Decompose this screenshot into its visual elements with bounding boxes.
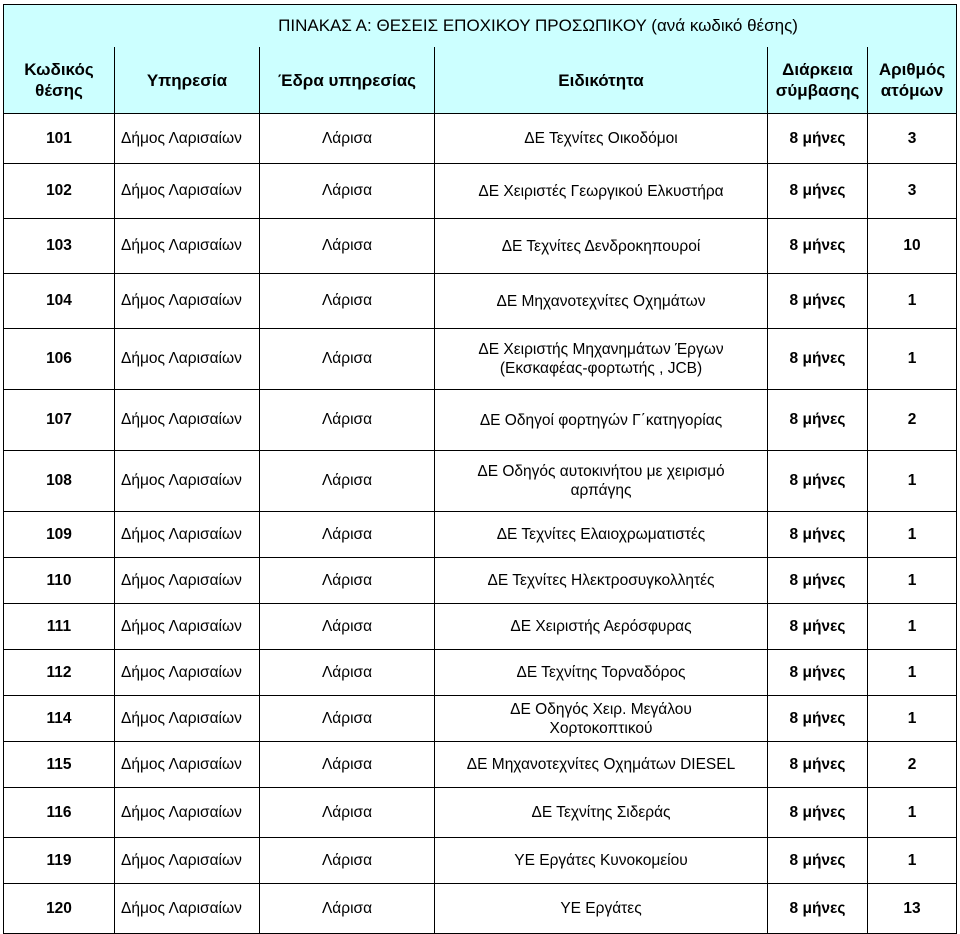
specialty-line: ΔΕ Χειριστές Γεωργικού Ελκυστήρα — [478, 182, 724, 200]
specialty-line: ΥΕ Εργάτες Κυνοκομείου — [514, 852, 688, 869]
table-row — [4, 650, 957, 696]
service-name: Δήμος Λαρισαίων — [115, 512, 260, 558]
service-name: Δήμος Λαρισαίων — [115, 164, 260, 219]
person-count: 1 — [868, 696, 957, 742]
table-row — [4, 742, 957, 788]
contract-duration: 8 μήνες — [768, 788, 868, 838]
person-count: 1 — [868, 558, 957, 604]
service-seat: Λάρισα — [260, 451, 435, 512]
service-seat: Λάρισα — [260, 512, 435, 558]
contract-duration: 8 μήνες — [768, 451, 868, 512]
contract-duration: 8 μήνες — [768, 838, 868, 884]
position-code: 116 — [4, 788, 115, 838]
contract-duration: 8 μήνες — [768, 742, 868, 788]
service-name: Δήμος Λαρισαίων — [115, 742, 260, 788]
specialty-line: ΔΕ Οδηγός Χειρ. Μεγάλου — [510, 700, 692, 718]
table-row — [4, 696, 957, 742]
position-code: 104 — [4, 274, 115, 329]
table-row — [4, 219, 957, 274]
person-count: 3 — [868, 164, 957, 219]
specialty — [435, 451, 768, 512]
table-row — [4, 451, 957, 512]
contract-duration: 8 μήνες — [768, 114, 868, 164]
contract-duration: 8 μήνες — [768, 696, 868, 742]
service-name: Δήμος Λαρισαίων — [115, 650, 260, 696]
specialty — [435, 788, 768, 838]
specialty-line: (Εκσκαφέας-φορτωτής , JCB) — [499, 360, 703, 377]
service-seat: Λάρισα — [260, 742, 435, 788]
table-row — [4, 838, 957, 884]
position-code: 115 — [4, 742, 115, 788]
person-count: 1 — [868, 788, 957, 838]
header-code: Κωδικός θέσης — [4, 47, 115, 114]
table-row — [4, 604, 957, 650]
contract-duration: 8 μήνες — [768, 604, 868, 650]
contract-duration: 8 μήνες — [768, 390, 868, 451]
positions-table — [3, 4, 957, 934]
service-name: Δήμος Λαρισαίων — [115, 274, 260, 329]
person-count: 1 — [868, 650, 957, 696]
person-count: 1 — [868, 451, 957, 512]
service-name: Δήμος Λαρισαίων — [115, 838, 260, 884]
specialty — [435, 650, 768, 696]
service-name: Δήμος Λαρισαίων — [115, 558, 260, 604]
contract-duration: 8 μήνες — [768, 219, 868, 274]
position-code: 110 — [4, 558, 115, 604]
specialty-line: ΔΕ Τεχνίτες Ελαιοχρωματιστές — [496, 526, 706, 543]
service-seat: Λάρισα — [260, 329, 435, 390]
specialty-line: ΔΕ Μηχανοτεχνίτες Οχημάτων — [496, 292, 706, 310]
position-code: 112 — [4, 650, 115, 696]
person-count: 1 — [868, 512, 957, 558]
service-seat: Λάρισα — [260, 114, 435, 164]
table-title: ΠΙΝΑΚΑΣ Α: ΘΕΣΕΙΣ ΕΠΟΧΙΚΟΥ ΠΡΟΣΩΠΙΚΟΥ (ανά κωδικό θέσης) — [4, 5, 957, 48]
specialty-line: ΔΕ Τεχνίτες Ηλεκτροσυγκολλητές — [487, 572, 715, 589]
service-seat: Λάρισα — [260, 219, 435, 274]
specialty — [435, 838, 768, 884]
specialty-line: ΔΕ Μηχανοτεχνίτες Οχημάτων DIESEL — [466, 756, 736, 773]
person-count: 13 — [868, 884, 957, 934]
table-row — [4, 114, 957, 164]
header-seat: Έδρα υπηρεσίας — [260, 47, 435, 114]
contract-duration: 8 μήνες — [768, 558, 868, 604]
specialty — [435, 742, 768, 788]
specialty — [435, 558, 768, 604]
position-code: 107 — [4, 390, 115, 451]
service-seat: Λάρισα — [260, 604, 435, 650]
service-name: Δήμος Λαρισαίων — [115, 390, 260, 451]
contract-duration: 8 μήνες — [768, 274, 868, 329]
contract-duration: 8 μήνες — [768, 329, 868, 390]
specialty-line: ΥΕ Εργάτες — [560, 900, 642, 917]
specialty — [435, 884, 768, 934]
specialty-line: ΔΕ Χειριστής Αερόσφυρας — [510, 618, 692, 635]
specialty-line: Χορτοκοπτικού — [549, 719, 653, 737]
specialty — [435, 696, 768, 742]
table-row — [4, 512, 957, 558]
person-count: 2 — [868, 390, 957, 451]
position-code: 114 — [4, 696, 115, 742]
service-name: Δήμος Λαρισαίων — [115, 329, 260, 390]
service-name: Δήμος Λαρισαίων — [115, 696, 260, 742]
specialty-line: ΔΕ Τεχνίτης Σιδεράς — [531, 804, 671, 821]
position-code: 101 — [4, 114, 115, 164]
specialty — [435, 274, 768, 329]
position-code: 109 — [4, 512, 115, 558]
person-count: 2 — [868, 742, 957, 788]
service-name: Δήμος Λαρισαίων — [115, 219, 260, 274]
position-code: 111 — [4, 604, 115, 650]
service-name: Δήμος Λαρισαίων — [115, 114, 260, 164]
table-row — [4, 329, 957, 390]
position-code: 108 — [4, 451, 115, 512]
specialty-line: ΔΕ Τεχνίτης Τορναδόρος — [516, 664, 686, 681]
specialty-line: ΔΕ Οδηγός αυτοκινήτου με χειρισμό — [477, 463, 725, 480]
service-name: Δήμος Λαρισαίων — [115, 788, 260, 838]
person-count: 10 — [868, 219, 957, 274]
service-name: Δήμος Λαρισαίων — [115, 451, 260, 512]
person-count: 1 — [868, 604, 957, 650]
table-row — [4, 884, 957, 934]
person-count: 1 — [868, 329, 957, 390]
specialty-line: ΔΕ Τεχνίτες Οικοδόμοι — [524, 130, 678, 147]
service-seat: Λάρισα — [260, 390, 435, 451]
header-count: Αριθμός ατόμων — [868, 47, 957, 114]
service-seat: Λάρισα — [260, 788, 435, 838]
table-row — [4, 390, 957, 451]
service-name: Δήμος Λαρισαίων — [115, 884, 260, 934]
specialty-line: ΔΕ Οδηγοί φορτηγών Γ΄κατηγορίας — [479, 411, 723, 429]
specialty-line: ΔΕ Τεχνίτες Δενδροκηπουροί — [501, 237, 701, 255]
service-seat: Λάρισα — [260, 838, 435, 884]
person-count: 3 — [868, 114, 957, 164]
specialty — [435, 219, 768, 274]
service-name: Δήμος Λαρισαίων — [115, 604, 260, 650]
position-code: 103 — [4, 219, 115, 274]
contract-duration: 8 μήνες — [768, 512, 868, 558]
specialty — [435, 164, 768, 219]
position-code: 106 — [4, 329, 115, 390]
header-duration: Διάρκεια σύμβασης — [768, 47, 868, 114]
specialty — [435, 390, 768, 451]
position-code: 120 — [4, 884, 115, 934]
specialty — [435, 604, 768, 650]
service-seat: Λάρισα — [260, 558, 435, 604]
contract-duration: 8 μήνες — [768, 650, 868, 696]
person-count: 1 — [868, 838, 957, 884]
specialty — [435, 114, 768, 164]
header-row — [4, 47, 957, 114]
contract-duration: 8 μήνες — [768, 884, 868, 934]
header-specialty: Ειδικότητα — [435, 47, 768, 114]
table-row — [4, 558, 957, 604]
service-seat: Λάρισα — [260, 884, 435, 934]
specialty — [435, 512, 768, 558]
specialty-line: ΔΕ Χειριστής Μηχανημάτων Έργων — [478, 341, 724, 358]
header-service: Υπηρεσία — [115, 47, 260, 114]
service-seat: Λάρισα — [260, 274, 435, 329]
position-code: 102 — [4, 164, 115, 219]
table-row — [4, 274, 957, 329]
specialty-line: αρπάγης — [570, 482, 632, 499]
specialty — [435, 329, 768, 390]
person-count: 1 — [868, 274, 957, 329]
service-seat: Λάρισα — [260, 164, 435, 219]
service-seat: Λάρισα — [260, 650, 435, 696]
table-row — [4, 164, 957, 219]
service-seat: Λάρισα — [260, 696, 435, 742]
table-row — [4, 788, 957, 838]
contract-duration: 8 μήνες — [768, 164, 868, 219]
position-code: 119 — [4, 838, 115, 884]
